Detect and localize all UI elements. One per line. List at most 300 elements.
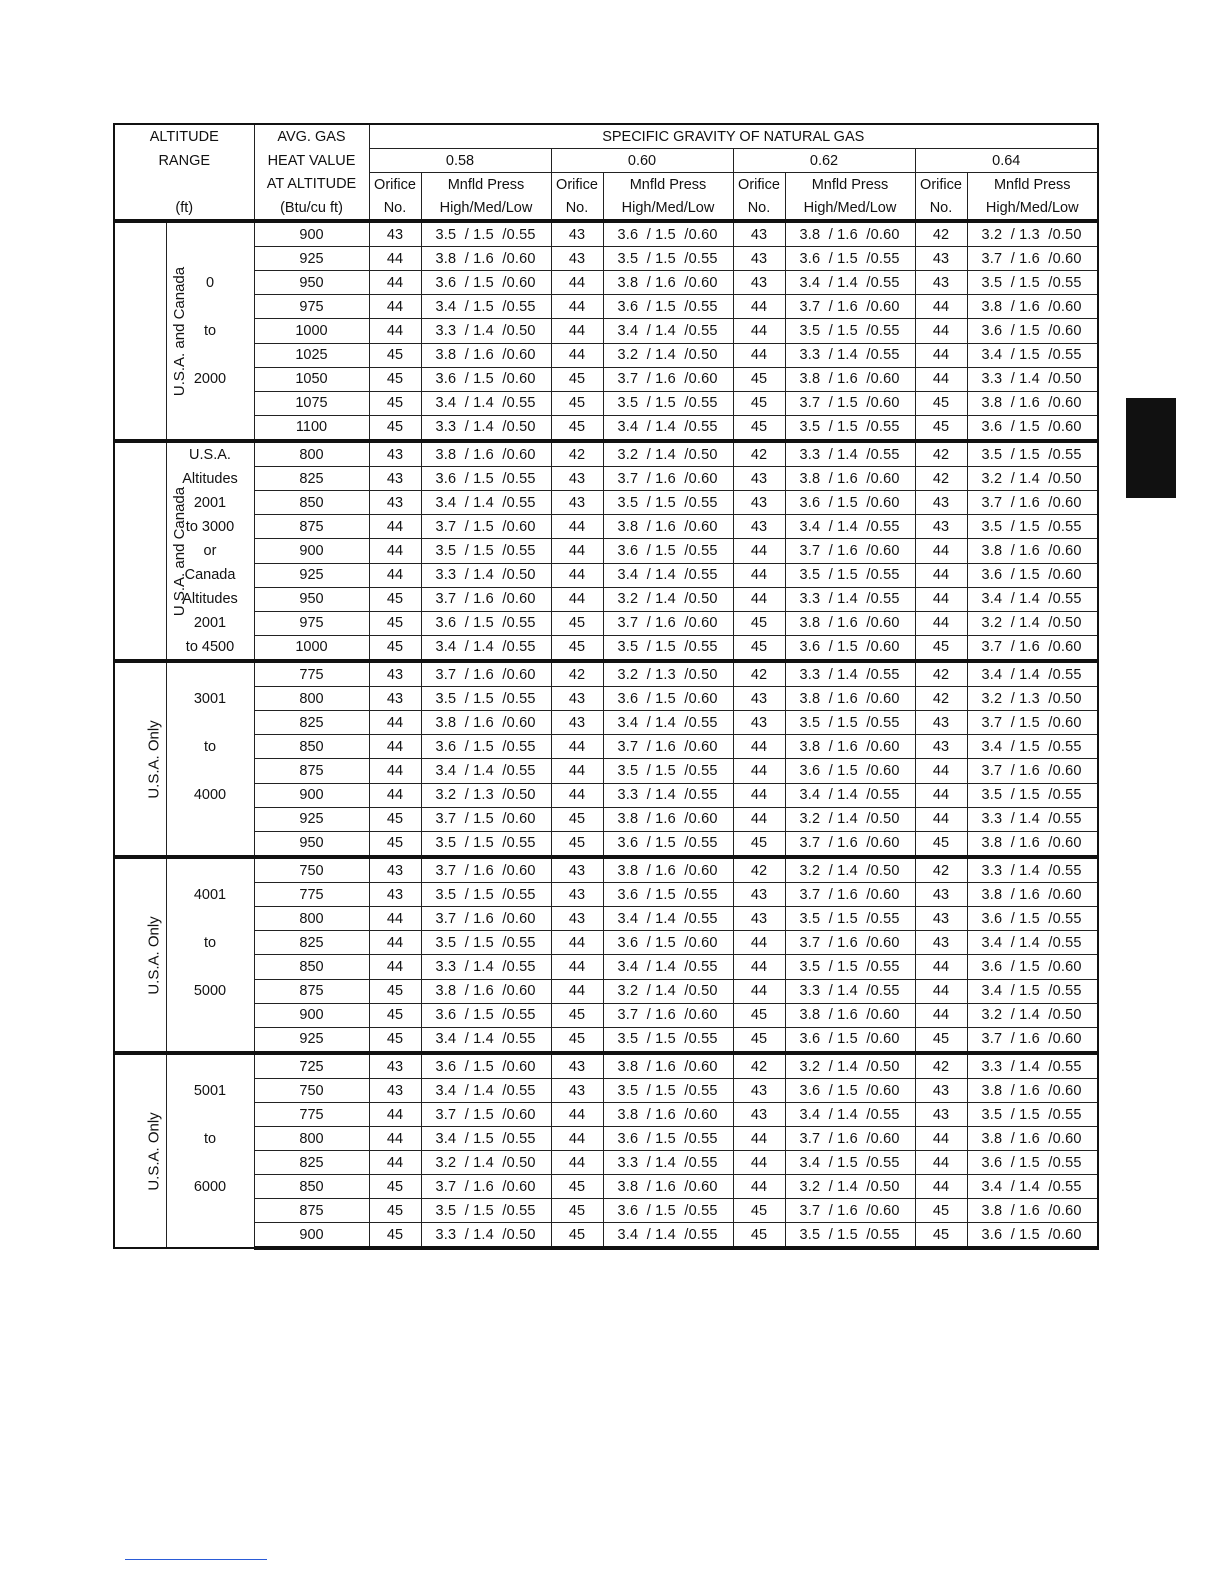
table-row — [114, 711, 1098, 735]
manifold-pressure-cell: 3.5 / 1.5 /0.55 — [967, 271, 1098, 295]
orifice-cell: 44 — [733, 807, 785, 831]
manifold-pressure-cell: 3.4 / 1.5 /0.55 — [967, 735, 1098, 759]
orifice-cell: 44 — [915, 611, 967, 635]
table-row — [114, 391, 1098, 415]
manifold-pressure-cell: 3.6 / 1.5 /0.60 — [967, 955, 1098, 979]
altitude-line: to — [203, 739, 217, 755]
manifold-pressure-cell: 3.8 / 1.6 /0.60 — [785, 221, 915, 247]
heat-value-cell: 725 — [254, 1053, 369, 1079]
orifice-cell: 42 — [733, 661, 785, 687]
orifice-cell: 44 — [369, 1103, 421, 1127]
orifice-cell: 44 — [551, 931, 603, 955]
manifold-pressure-cell: 3.8 / 1.6 /0.60 — [967, 1127, 1098, 1151]
orifice-cell: 44 — [915, 1127, 967, 1151]
orifice-cell: 44 — [551, 271, 603, 295]
manifold-pressure-cell: 3.3 / 1.4 /0.55 — [785, 587, 915, 611]
altitude-line: 5001 — [193, 1083, 227, 1099]
altitude-line: Altitudes — [182, 471, 238, 487]
altitude-line: 2001 — [193, 615, 227, 631]
manifold-pressure-cell: 3.4 / 1.4 /0.55 — [785, 1103, 915, 1127]
region-label — [114, 1053, 166, 1248]
manifold-pressure-cell: 3.5 / 1.5 /0.55 — [603, 635, 733, 661]
altitude-line: 4001 — [193, 887, 227, 903]
manifold-pressure-cell: 3.3 / 1.4 /0.55 — [603, 783, 733, 807]
manifold-pressure-cell: 3.2 / 1.4 /0.50 — [603, 343, 733, 367]
table-row — [114, 1053, 1098, 1079]
orifice-cell: 45 — [369, 587, 421, 611]
orifice-cell: 44 — [733, 1151, 785, 1175]
manifold-pressure-cell: 3.8 / 1.6 /0.60 — [785, 367, 915, 391]
table-row — [114, 415, 1098, 441]
manifold-pressure-cell: 3.6 / 1.5 /0.60 — [421, 367, 551, 391]
mnfld-header: Mnfld Press — [967, 173, 1098, 197]
orifice-cell: 42 — [915, 661, 967, 687]
manifold-pressure-cell: 3.8 / 1.6 /0.60 — [603, 807, 733, 831]
orifice-cell: 44 — [915, 539, 967, 563]
orifice-cell: 42 — [915, 687, 967, 711]
manifold-pressure-cell: 3.7 / 1.6 /0.60 — [785, 295, 915, 319]
table-row — [114, 319, 1098, 343]
manifold-pressure-cell: 3.6 / 1.5 /0.60 — [967, 319, 1098, 343]
table-row — [114, 1079, 1098, 1103]
manifold-pressure-cell: 3.6 / 1.5 /0.60 — [785, 635, 915, 661]
manifold-pressure-cell: 3.8 / 1.6 /0.60 — [967, 391, 1098, 415]
table-header — [114, 124, 1098, 221]
manifold-pressure-cell: 3.4 / 1.4 /0.55 — [421, 635, 551, 661]
heat-value-cell: 825 — [254, 467, 369, 491]
orifice-cell: 43 — [915, 491, 967, 515]
manifold-pressure-cell: 3.5 / 1.5 /0.55 — [603, 759, 733, 783]
manifold-pressure-cell: 3.4 / 1.4 /0.55 — [603, 415, 733, 441]
heat-value-cell: 775 — [254, 883, 369, 907]
manifold-pressure-cell: 3.2 / 1.4 /0.50 — [967, 467, 1098, 491]
table-row — [114, 1223, 1098, 1249]
orifice-cell: 43 — [733, 711, 785, 735]
manifold-pressure-cell: 3.4 / 1.4 /0.55 — [967, 931, 1098, 955]
orifice-header: Orifice — [915, 173, 967, 197]
manifold-pressure-cell: 3.8 / 1.6 /0.60 — [603, 515, 733, 539]
altitude-group — [114, 441, 1098, 661]
manifold-pressure-cell: 3.2 / 1.3 /0.50 — [421, 783, 551, 807]
table-row — [114, 931, 1098, 955]
mnfld-header: High/Med/Low — [967, 196, 1098, 221]
orifice-cell: 44 — [915, 783, 967, 807]
orifice-cell: 44 — [733, 563, 785, 587]
table-row — [114, 1003, 1098, 1027]
heat-value-cell: 825 — [254, 711, 369, 735]
orifice-cell: 44 — [915, 1003, 967, 1027]
orifice-cell: 44 — [369, 783, 421, 807]
orifice-cell: 43 — [369, 661, 421, 687]
manifold-pressure-cell: 3.6 / 1.5 /0.55 — [421, 1003, 551, 1027]
table-row — [114, 783, 1098, 807]
manifold-pressure-cell: 3.6 / 1.5 /0.55 — [421, 735, 551, 759]
manifold-pressure-cell: 3.5 / 1.5 /0.55 — [421, 1199, 551, 1223]
manifold-pressure-cell: 3.3 / 1.4 /0.55 — [785, 343, 915, 367]
heat-value-cell: 750 — [254, 1079, 369, 1103]
manifold-pressure-cell: 3.6 / 1.5 /0.60 — [603, 687, 733, 711]
altitude-line: or — [203, 543, 217, 559]
heat-value-cell: 900 — [254, 539, 369, 563]
manifold-pressure-cell: 3.7 / 1.6 /0.60 — [421, 1175, 551, 1199]
orifice-cell: 44 — [915, 1175, 967, 1199]
orifice-cell: 45 — [369, 367, 421, 391]
orifice-cell: 45 — [733, 415, 785, 441]
manifold-pressure-cell: 3.5 / 1.5 /0.55 — [603, 247, 733, 271]
region-text: U.S.A. Only — [145, 915, 163, 995]
avg-gas-header: AVG. GAS — [254, 124, 369, 149]
orifice-cell: 44 — [369, 759, 421, 783]
manifold-pressure-cell: 3.6 / 1.5 /0.55 — [603, 1199, 733, 1223]
heat-value-cell: 975 — [254, 611, 369, 635]
manifold-pressure-cell: 3.5 / 1.5 /0.55 — [603, 1027, 733, 1053]
manifold-pressure-cell: 3.6 / 1.5 /0.60 — [785, 1027, 915, 1053]
orifice-cell: 45 — [369, 1199, 421, 1223]
table-row — [114, 343, 1098, 367]
altitude-range-cell — [166, 661, 254, 857]
manifold-pressure-cell: 3.8 / 1.6 /0.60 — [603, 1175, 733, 1199]
orifice-cell: 45 — [733, 391, 785, 415]
orifice-cell: 44 — [733, 295, 785, 319]
table-row — [114, 611, 1098, 635]
section-tab-marker — [1126, 398, 1176, 498]
orifice-pressure-table — [113, 123, 1099, 1250]
manifold-pressure-cell: 3.7 / 1.6 /0.60 — [785, 1199, 915, 1223]
table-row — [114, 759, 1098, 783]
orifice-cell: 44 — [551, 1103, 603, 1127]
table-row — [114, 491, 1098, 515]
orifice-header: Orifice — [551, 173, 603, 197]
manifold-pressure-cell: 3.7 / 1.5 /0.60 — [421, 515, 551, 539]
table-row — [114, 587, 1098, 611]
heat-value-cell: 950 — [254, 587, 369, 611]
orifice-cell: 45 — [369, 831, 421, 857]
manifold-pressure-cell: 3.5 / 1.5 /0.55 — [421, 221, 551, 247]
manifold-pressure-cell: 3.7 / 1.6 /0.60 — [967, 1027, 1098, 1053]
manifold-pressure-cell: 3.4 / 1.4 /0.55 — [785, 515, 915, 539]
orifice-cell: 44 — [915, 343, 967, 367]
heat-value-cell: 800 — [254, 687, 369, 711]
orifice-cell: 45 — [369, 635, 421, 661]
manifold-pressure-cell: 3.2 / 1.4 /0.50 — [603, 979, 733, 1003]
orifice-cell: 43 — [551, 687, 603, 711]
manifold-pressure-cell: 3.5 / 1.5 /0.55 — [967, 1103, 1098, 1127]
orifice-cell: 43 — [915, 883, 967, 907]
table-row — [114, 1151, 1098, 1175]
manifold-pressure-cell: 3.3 / 1.4 /0.50 — [421, 1223, 551, 1249]
gravity-header: 0.62 — [733, 149, 915, 173]
manifold-pressure-cell: 3.3 / 1.4 /0.55 — [785, 441, 915, 467]
manifold-pressure-cell: 3.3 / 1.4 /0.50 — [421, 319, 551, 343]
orifice-cell: 45 — [733, 611, 785, 635]
heat-value-cell: 800 — [254, 441, 369, 467]
gravity-header: 0.64 — [915, 149, 1098, 173]
heat-value-cell: 1025 — [254, 343, 369, 367]
region-text: U.S.A. Only — [145, 1111, 163, 1191]
manifold-pressure-cell: 3.3 / 1.4 /0.55 — [421, 955, 551, 979]
manifold-pressure-cell: 3.5 / 1.5 /0.55 — [421, 831, 551, 857]
manifold-pressure-cell: 3.7 / 1.6 /0.60 — [603, 1003, 733, 1027]
orifice-cell: 43 — [733, 515, 785, 539]
orifice-cell: 45 — [915, 415, 967, 441]
table-row — [114, 979, 1098, 1003]
manifold-pressure-cell: 3.5 / 1.5 /0.55 — [603, 491, 733, 515]
orifice-cell: 44 — [551, 735, 603, 759]
orifice-cell: 45 — [551, 415, 603, 441]
footer-rule — [125, 1559, 267, 1560]
manifold-pressure-cell: 3.8 / 1.6 /0.60 — [785, 611, 915, 635]
orifice-cell: 44 — [369, 1151, 421, 1175]
specific-gravity-header: SPECIFIC GRAVITY OF NATURAL GAS — [369, 124, 1098, 149]
manifold-pressure-cell: 3.4 / 1.4 /0.55 — [603, 1223, 733, 1249]
orifice-cell: 45 — [369, 343, 421, 367]
manifold-pressure-cell: 3.4 / 1.4 /0.55 — [603, 563, 733, 587]
orifice-cell: 44 — [915, 807, 967, 831]
orifice-cell: 43 — [733, 907, 785, 931]
manifold-pressure-cell: 3.4 / 1.5 /0.55 — [421, 1127, 551, 1151]
altitude-line: to — [203, 1131, 217, 1147]
orifice-cell: 44 — [369, 1127, 421, 1151]
orifice-cell: 43 — [369, 441, 421, 467]
orifice-cell: 45 — [915, 1027, 967, 1053]
altitude-range-cell — [166, 1053, 254, 1248]
table-row — [114, 295, 1098, 319]
orifice-cell: 45 — [369, 415, 421, 441]
manifold-pressure-cell: 3.7 / 1.6 /0.60 — [785, 931, 915, 955]
heat-value-cell: 875 — [254, 759, 369, 783]
manifold-pressure-cell: 3.4 / 1.4 /0.55 — [603, 711, 733, 735]
orifice-header: No. — [915, 196, 967, 221]
heat-value-cell: 900 — [254, 221, 369, 247]
orifice-cell: 44 — [915, 979, 967, 1003]
manifold-pressure-cell: 3.3 / 1.4 /0.55 — [967, 857, 1098, 883]
orifice-cell: 43 — [733, 271, 785, 295]
manifold-pressure-cell: 3.6 / 1.5 /0.55 — [603, 883, 733, 907]
mnfld-header: Mnfld Press — [421, 173, 551, 197]
orifice-cell: 43 — [733, 687, 785, 711]
manifold-pressure-cell: 3.7 / 1.6 /0.60 — [603, 367, 733, 391]
orifice-header: Orifice — [733, 173, 785, 197]
manifold-pressure-cell: 3.3 / 1.4 /0.55 — [785, 979, 915, 1003]
altitude-line: Altitudes — [182, 591, 238, 607]
orifice-cell: 43 — [551, 907, 603, 931]
orifice-header: No. — [733, 196, 785, 221]
manifold-pressure-cell: 3.2 / 1.4 /0.50 — [603, 441, 733, 467]
manifold-pressure-cell: 3.6 / 1.5 /0.55 — [967, 907, 1098, 931]
altitude-line: 2001 — [193, 495, 227, 511]
manifold-pressure-cell: 3.4 / 1.4 /0.55 — [785, 271, 915, 295]
orifice-cell: 43 — [733, 1079, 785, 1103]
manifold-pressure-cell: 3.8 / 1.6 /0.60 — [967, 1079, 1098, 1103]
manifold-pressure-cell: 3.5 / 1.5 /0.55 — [967, 515, 1098, 539]
manifold-pressure-cell: 3.6 / 1.5 /0.60 — [603, 221, 733, 247]
heat-value-cell: 900 — [254, 1223, 369, 1249]
manifold-pressure-cell: 3.6 / 1.5 /0.60 — [603, 931, 733, 955]
table-row — [114, 807, 1098, 831]
table-row — [114, 955, 1098, 979]
orifice-cell: 45 — [915, 831, 967, 857]
orifice-cell: 45 — [551, 1199, 603, 1223]
table-row — [114, 635, 1098, 661]
manifold-pressure-cell: 3.4 / 1.5 /0.55 — [785, 1151, 915, 1175]
orifice-cell: 43 — [551, 467, 603, 491]
altitude-group — [114, 221, 1098, 441]
region-label — [114, 661, 166, 857]
manifold-pressure-cell: 3.4 / 1.4 /0.55 — [785, 783, 915, 807]
manifold-pressure-cell: 3.7 / 1.5 /0.60 — [421, 807, 551, 831]
heat-value-cell: 825 — [254, 931, 369, 955]
manifold-pressure-cell: 3.4 / 1.4 /0.55 — [421, 759, 551, 783]
orifice-cell: 44 — [915, 295, 967, 319]
heat-value-cell: 850 — [254, 735, 369, 759]
orifice-cell: 43 — [551, 883, 603, 907]
manifold-pressure-cell: 3.6 / 1.5 /0.60 — [967, 415, 1098, 441]
manifold-pressure-cell: 3.3 / 1.4 /0.55 — [785, 661, 915, 687]
orifice-cell: 43 — [369, 1053, 421, 1079]
manifold-pressure-cell: 3.6 / 1.5 /0.55 — [967, 1151, 1098, 1175]
manifold-pressure-cell: 3.8 / 1.6 /0.60 — [967, 1199, 1098, 1223]
manifold-pressure-cell: 3.4 / 1.4 /0.55 — [421, 491, 551, 515]
heat-value-cell: 775 — [254, 1103, 369, 1127]
gravity-header: 0.58 — [369, 149, 551, 173]
altitude-range-cell — [166, 857, 254, 1053]
manifold-pressure-cell: 3.8 / 1.6 /0.60 — [421, 247, 551, 271]
manifold-pressure-cell: 3.4 / 1.4 /0.55 — [421, 1079, 551, 1103]
orifice-cell: 45 — [915, 1199, 967, 1223]
manifold-pressure-cell: 3.6 / 1.5 /0.60 — [785, 759, 915, 783]
manifold-pressure-cell: 3.6 / 1.5 /0.60 — [967, 563, 1098, 587]
manifold-pressure-cell: 3.4 / 1.4 /0.55 — [421, 1027, 551, 1053]
manifold-pressure-cell: 3.7 / 1.5 /0.60 — [967, 711, 1098, 735]
orifice-cell: 44 — [733, 539, 785, 563]
heat-value-cell: 775 — [254, 661, 369, 687]
region-label — [114, 441, 189, 661]
altitude-line: to 3000 — [185, 519, 235, 535]
manifold-pressure-cell: 3.5 / 1.5 /0.55 — [785, 563, 915, 587]
orifice-cell: 44 — [369, 295, 421, 319]
manifold-pressure-cell: 3.5 / 1.5 /0.55 — [421, 687, 551, 711]
table-row — [114, 221, 1098, 247]
orifice-cell: 44 — [915, 319, 967, 343]
heat-value-cell: 875 — [254, 1199, 369, 1223]
table-row — [114, 907, 1098, 931]
manifold-pressure-cell: 3.8 / 1.6 /0.60 — [603, 271, 733, 295]
orifice-cell: 43 — [915, 515, 967, 539]
orifice-cell: 43 — [733, 1103, 785, 1127]
orifice-cell: 44 — [369, 931, 421, 955]
manifold-pressure-cell: 3.7 / 1.6 /0.60 — [421, 587, 551, 611]
orifice-cell: 43 — [915, 931, 967, 955]
altitude-line: 6000 — [193, 1179, 227, 1195]
manifold-pressure-cell: 3.7 / 1.6 /0.60 — [421, 907, 551, 931]
orifice-cell: 42 — [915, 857, 967, 883]
altitude-line: to — [203, 935, 217, 951]
heat-value-cell: 925 — [254, 247, 369, 271]
orifice-cell: 44 — [551, 955, 603, 979]
manifold-pressure-cell: 3.5 / 1.5 /0.55 — [785, 955, 915, 979]
orifice-cell: 44 — [551, 1127, 603, 1151]
orifice-cell: 45 — [733, 367, 785, 391]
orifice-cell: 45 — [551, 635, 603, 661]
manifold-pressure-cell: 3.7 / 1.6 /0.60 — [603, 611, 733, 635]
manifold-pressure-cell: 3.7 / 1.5 /0.60 — [421, 1103, 551, 1127]
manifold-pressure-cell: 3.2 / 1.4 /0.50 — [421, 1151, 551, 1175]
orifice-cell: 45 — [369, 1003, 421, 1027]
orifice-cell: 44 — [733, 1127, 785, 1151]
manifold-pressure-cell: 3.3 / 1.4 /0.55 — [603, 1151, 733, 1175]
manifold-pressure-cell: 3.6 / 1.5 /0.60 — [785, 491, 915, 515]
table-row — [114, 1127, 1098, 1151]
manifold-pressure-cell: 3.4 / 1.4 /0.55 — [603, 955, 733, 979]
orifice-cell: 43 — [369, 467, 421, 491]
orifice-cell: 45 — [369, 611, 421, 635]
manifold-pressure-cell: 3.8 / 1.6 /0.60 — [785, 687, 915, 711]
altitude-line: 3001 — [193, 691, 227, 707]
manifold-pressure-cell: 3.8 / 1.6 /0.60 — [603, 1103, 733, 1127]
heat-value-cell: 750 — [254, 857, 369, 883]
manifold-pressure-cell: 3.5 / 1.5 /0.55 — [603, 1079, 733, 1103]
mnfld-header: High/Med/Low — [785, 196, 915, 221]
orifice-cell: 43 — [369, 1079, 421, 1103]
orifice-cell: 45 — [551, 831, 603, 857]
manifold-pressure-cell: 3.4 / 1.5 /0.55 — [967, 343, 1098, 367]
orifice-cell: 44 — [551, 783, 603, 807]
manifold-pressure-cell: 3.4 / 1.4 /0.55 — [603, 319, 733, 343]
orifice-cell: 44 — [551, 295, 603, 319]
manifold-pressure-cell: 3.8 / 1.6 /0.60 — [967, 295, 1098, 319]
manifold-pressure-cell: 3.6 / 1.5 /0.60 — [785, 1079, 915, 1103]
manifold-pressure-cell: 3.5 / 1.5 /0.55 — [967, 783, 1098, 807]
orifice-cell: 44 — [915, 1151, 967, 1175]
manifold-pressure-cell: 3.6 / 1.5 /0.60 — [421, 271, 551, 295]
orifice-cell: 44 — [369, 515, 421, 539]
manifold-pressure-cell: 3.7 / 1.6 /0.60 — [785, 883, 915, 907]
manifold-pressure-cell: 3.7 / 1.6 /0.60 — [967, 247, 1098, 271]
heat-value-cell: 875 — [254, 979, 369, 1003]
manifold-pressure-cell: 3.7 / 1.6 /0.60 — [785, 539, 915, 563]
heat-value-cell: 1000 — [254, 635, 369, 661]
table-row — [114, 563, 1098, 587]
altitude-range-header: RANGE — [114, 149, 254, 173]
orifice-cell: 43 — [369, 857, 421, 883]
heat-value-cell: 925 — [254, 563, 369, 587]
altitude-group — [114, 661, 1098, 857]
orifice-cell: 43 — [733, 883, 785, 907]
orifice-cell: 43 — [551, 491, 603, 515]
heat-value-cell: 1075 — [254, 391, 369, 415]
manifold-pressure-cell: 3.2 / 1.3 /0.50 — [967, 687, 1098, 711]
orifice-cell: 44 — [915, 955, 967, 979]
manifold-pressure-cell: 3.2 / 1.4 /0.50 — [967, 1003, 1098, 1027]
orifice-cell: 45 — [551, 391, 603, 415]
table-row — [114, 1027, 1098, 1053]
manifold-pressure-cell: 3.6 / 1.5 /0.55 — [603, 1127, 733, 1151]
orifice-cell: 44 — [733, 735, 785, 759]
table-row — [114, 271, 1098, 295]
heat-value-cell: 900 — [254, 783, 369, 807]
orifice-cell: 44 — [915, 759, 967, 783]
heat-value-cell: 800 — [254, 1127, 369, 1151]
orifice-cell: 43 — [915, 735, 967, 759]
altitude-line: to — [203, 323, 217, 339]
orifice-cell: 44 — [551, 343, 603, 367]
orifice-cell: 45 — [369, 979, 421, 1003]
heat-value-cell: 925 — [254, 1027, 369, 1053]
orifice-cell: 44 — [551, 587, 603, 611]
manifold-pressure-cell: 3.2 / 1.3 /0.50 — [967, 221, 1098, 247]
orifice-cell: 44 — [369, 563, 421, 587]
manifold-pressure-cell: 3.3 / 1.4 /0.50 — [967, 367, 1098, 391]
